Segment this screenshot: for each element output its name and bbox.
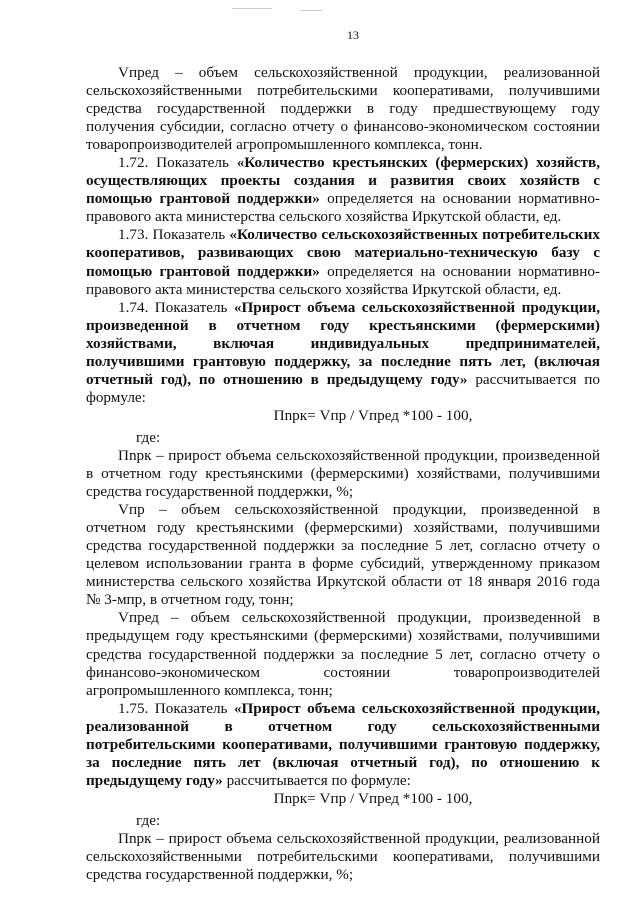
clause-text: определяется на основании нормативно-правового акта министерства сельского хозяйства Иркутской области, ед.: [86, 190, 600, 226]
clause-number: 1.72. Показатель: [118, 154, 237, 172]
document-page: [86, 28, 600, 884]
page-number: 13: [347, 28, 359, 42]
indicator-name: «Количество сельскохозяйственных потребительских кооперативов, развивающих свою материально-техническую базу с помощью грантовой поддержки»: [86, 226, 600, 280]
clause-number: 1.74. Показатель: [118, 298, 234, 316]
paragraph-p-prk-definition-2: Пnрк – прирост объема сельскохозяйственной продукции, реализованной сельскохозяйственными потребительскими кооперативами, получившими средства государственной поддержки, %;: [86, 829, 600, 884]
paragraph-v-pred-definition: Vпред – объем сельскохозяйственной продукции, реализованной сельскохозяйственными потребительскими кооперативами, получившими средства государственной поддержки в году предшествующему году получения субсидии, согласно отчету о финансово-экономическом состоянии товаропроизводителей агропромышленного комплекса, тонн.: [86, 64, 600, 154]
clause-text: рассчитывается по формуле:: [222, 771, 411, 789]
paragraph-1-72: [86, 154, 600, 226]
indicator-name: «Количество крестьянских (фермерских) хозяйств, осуществляющих проекты создания и развития своих хозяйств с помощью грантовой поддержки»: [86, 154, 601, 208]
paragraph-p-prk-definition-1: Пnрк – прирост объема сельскохозяйственной продукции, произведенной в отчетном году крестьянскими (фермерскими) хозяйствами, получившими средства государственной поддержки, %;: [86, 446, 600, 501]
indicator-name: «Прирост объема сельскохозяйственной продукции, произведенной в отчетном году крестьянскими (фермерскими) хозяйствами, включая индивидуальных предпринимателей, получившими грантовую поддержку, за последние пять лет, (включая отчетный год), по отношению в предыдущему году»: [86, 298, 600, 388]
clause-text: определяется на основании нормативно-правового акта министерства сельского хозяйства Иркутской области, ед.: [86, 262, 600, 298]
paragraph-v-pred-definition-2: Vпред – объем сельскохозяйственной продукции, произведенной в предыдущем году крестьянскими (фермерскими) хозяйствами, получившими средства государственной поддержки за последние 5 лет, согласно отчету о финансово-экономическом состоянии товаропроизводителей агропромышленного комплекса, тонн;: [86, 609, 600, 699]
formula-2: Пnрк= Vпр / Vпред *100 - 100,: [273, 789, 473, 807]
where-label-1: где:: [136, 428, 161, 446]
scan-mark: [300, 10, 322, 11]
clause-text: рассчитывается по формуле:: [86, 370, 600, 406]
paragraph-1-74: [86, 299, 600, 407]
clause-number: 1.73. Показатель: [118, 226, 230, 244]
paragraph-v-pr-definition: Vпр – объем сельскохозяйственной продукции, произведенной в отчетном году крестьянскими (фермерскими) хозяйствами, получившими средства государственной поддержки за последние 5 лет, согласно отчету о целевом использовании гранта в форме субсидий, утвержденному приказом министерства сельского хозяйства Иркутской области от 18 января 2016 года № 3-мпр, в отчетном году, тонн;: [86, 501, 600, 609]
where-label-2: где:: [136, 811, 161, 829]
paragraph-1-75: [86, 700, 600, 790]
indicator-name: «Прирост объема сельскохозяйственной продукции, реализованной в отчетном году сельскохозяйственными потребительскими кооперативами, получившими грантовую поддержку, за последние пять лет (включая отчетный год), по отношению к предыдущему году»: [86, 699, 600, 789]
formula-1: Пnрк= Vпр / Vпред *100 - 100,: [273, 406, 473, 424]
paragraph-1-73: [86, 226, 600, 298]
clause-number: 1.75. Показатель: [118, 699, 234, 717]
scan-mark: [232, 8, 272, 9]
